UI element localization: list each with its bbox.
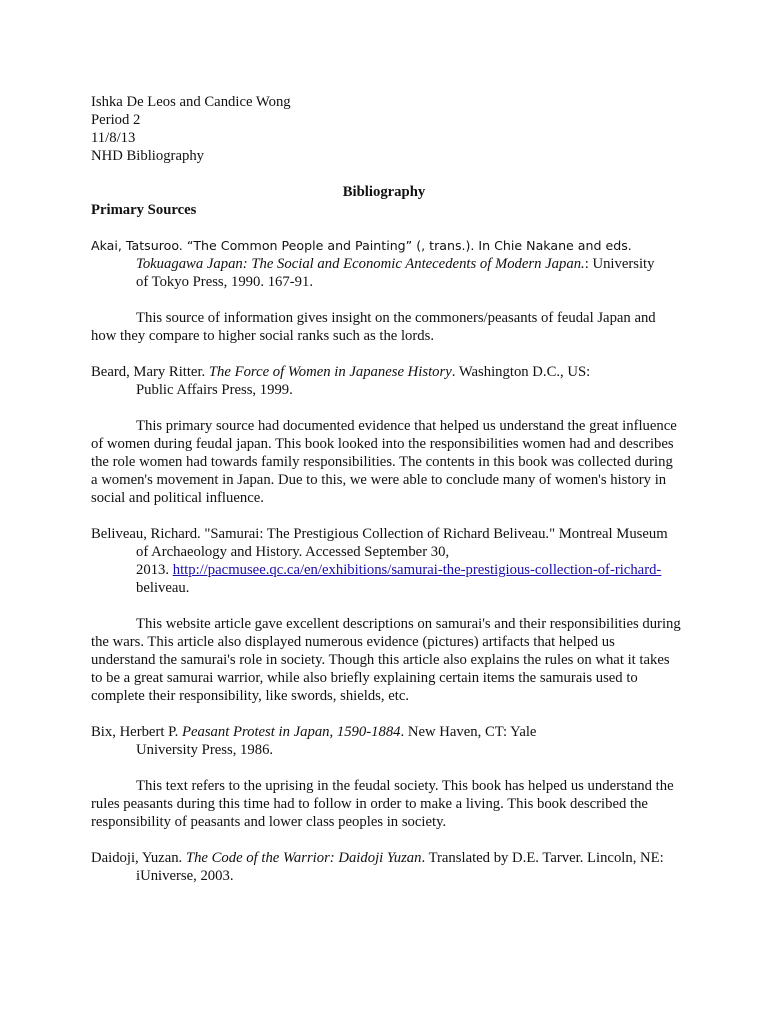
citation-title: The Code of the Warrior: Daidoji Yuzan	[185, 850, 422, 866]
citation-title: Tokuagawa Japan: The Social and Economic Antecedents of Modern Japan.	[136, 256, 585, 272]
header-project: NHD Bibliography	[91, 148, 205, 164]
annotation-beliveau-line4: to be a great samurai warrior, while also briefly explaining certain items the samurais used to	[91, 670, 638, 686]
citation-text: . New Haven, CT: Yale	[400, 724, 537, 740]
annotation-beliveau-line1: This website article gave excellent descriptions on samurai's and their responsibilities during	[136, 616, 681, 632]
citation-text: . Translated by D.E. Tarver. Lincoln, NE:	[421, 850, 664, 866]
annotation-bix-line1: This text refers to the uprising in the feudal society. This book has helped us understand the	[136, 778, 674, 794]
citation-text: . Washington D.C., US:	[451, 364, 591, 380]
annotation-bix-line2: rules peasants during this time had to follow in order to make a living. This book described the	[91, 796, 648, 812]
citation-beliveau-line2: of Archaeology and History. Accessed September 30,	[136, 544, 450, 560]
citation-beard-line2: Public Affairs Press, 1999.	[136, 382, 293, 398]
section-heading: Primary Sources	[91, 202, 197, 218]
citation-author: Beard, Mary Ritter.	[91, 364, 206, 380]
citation-author: Daidoji, Yuzan.	[91, 850, 183, 866]
annotation-beliveau-line5: complete their responsibility, like swords, shields, etc.	[91, 688, 410, 704]
annotation-beard-line3: the role women had towards family responsibilities. The contents in this book was collected during	[91, 454, 673, 470]
citation-daidoji-line2: iUniverse, 2003.	[136, 868, 234, 884]
annotation-beard-line5: social and political influence.	[91, 490, 264, 506]
annotation-beard-line4: a women's movement in Japan. Due to this, we were able to conclude many of women's history in	[91, 472, 667, 488]
annotation-akai-line2: how they compare to higher social ranks such as the lords.	[91, 328, 435, 344]
citation-text: : University	[584, 256, 655, 272]
header-authors: Ishka De Leos and Candice Wong	[91, 94, 291, 110]
citation-beliveau-line3	[136, 561, 661, 579]
citation-text: 2013.	[136, 562, 170, 578]
citation-author: Bix, Herbert P.	[91, 724, 179, 740]
annotation-beard-line1: This primary source had documented evidence that helped us understand the great influence	[136, 418, 677, 434]
citation-bix-line2: University Press, 1986.	[136, 742, 274, 758]
annotation-beliveau-line2: the wars. This article also displayed numerous evidence (pictures) artifacts that helped us	[91, 634, 615, 650]
citation-beliveau-line4: beliveau.	[136, 580, 190, 596]
citation-beliveau-line1: Beliveau, Richard. "Samurai: The Prestigious Collection of Richard Beliveau." Montreal Museum	[91, 526, 668, 542]
document-title: Bibliography	[342, 184, 426, 200]
citation-beard-line1	[91, 363, 590, 381]
citation-daidoji-line1	[91, 849, 664, 867]
annotation-akai-line1: This source of information gives insight on the commoners/peasants of feudal Japan and	[136, 310, 656, 326]
citation-akai-line3: of Tokyo Press, 1990. 167-91.	[136, 274, 313, 290]
citation-title: The Force of Women in Japanese History	[208, 364, 452, 380]
header-date: 11/8/13	[91, 130, 136, 146]
citation-url-link[interactable]: http://pacmusee.qc.ca/en/exhibitions/samurai-the-prestigious-collection-of-richard-	[172, 562, 662, 578]
citation-text: “The Common People and Painting” (, trans.). In Chie Nakane and eds.	[186, 238, 632, 253]
citation-author: Akai, Tatsuroo.	[91, 238, 183, 253]
annotation-beard-line2: of women during feudal japan. This book looked into the responsibilities women had and describes	[91, 436, 674, 452]
citation-akai-line1	[91, 237, 632, 255]
annotation-bix-line3: responsibility of peasants and lower class peoples in society.	[91, 814, 447, 830]
annotation-beliveau-line3: understand the samurai's role in society. Though this article also explains the rules on what it takes	[91, 652, 670, 668]
citation-bix-line1	[91, 723, 536, 741]
header-period: Period 2	[91, 112, 141, 128]
citation-title: Peasant Protest in Japan, 1590-1884	[181, 724, 401, 740]
citation-akai-line2	[136, 255, 654, 273]
